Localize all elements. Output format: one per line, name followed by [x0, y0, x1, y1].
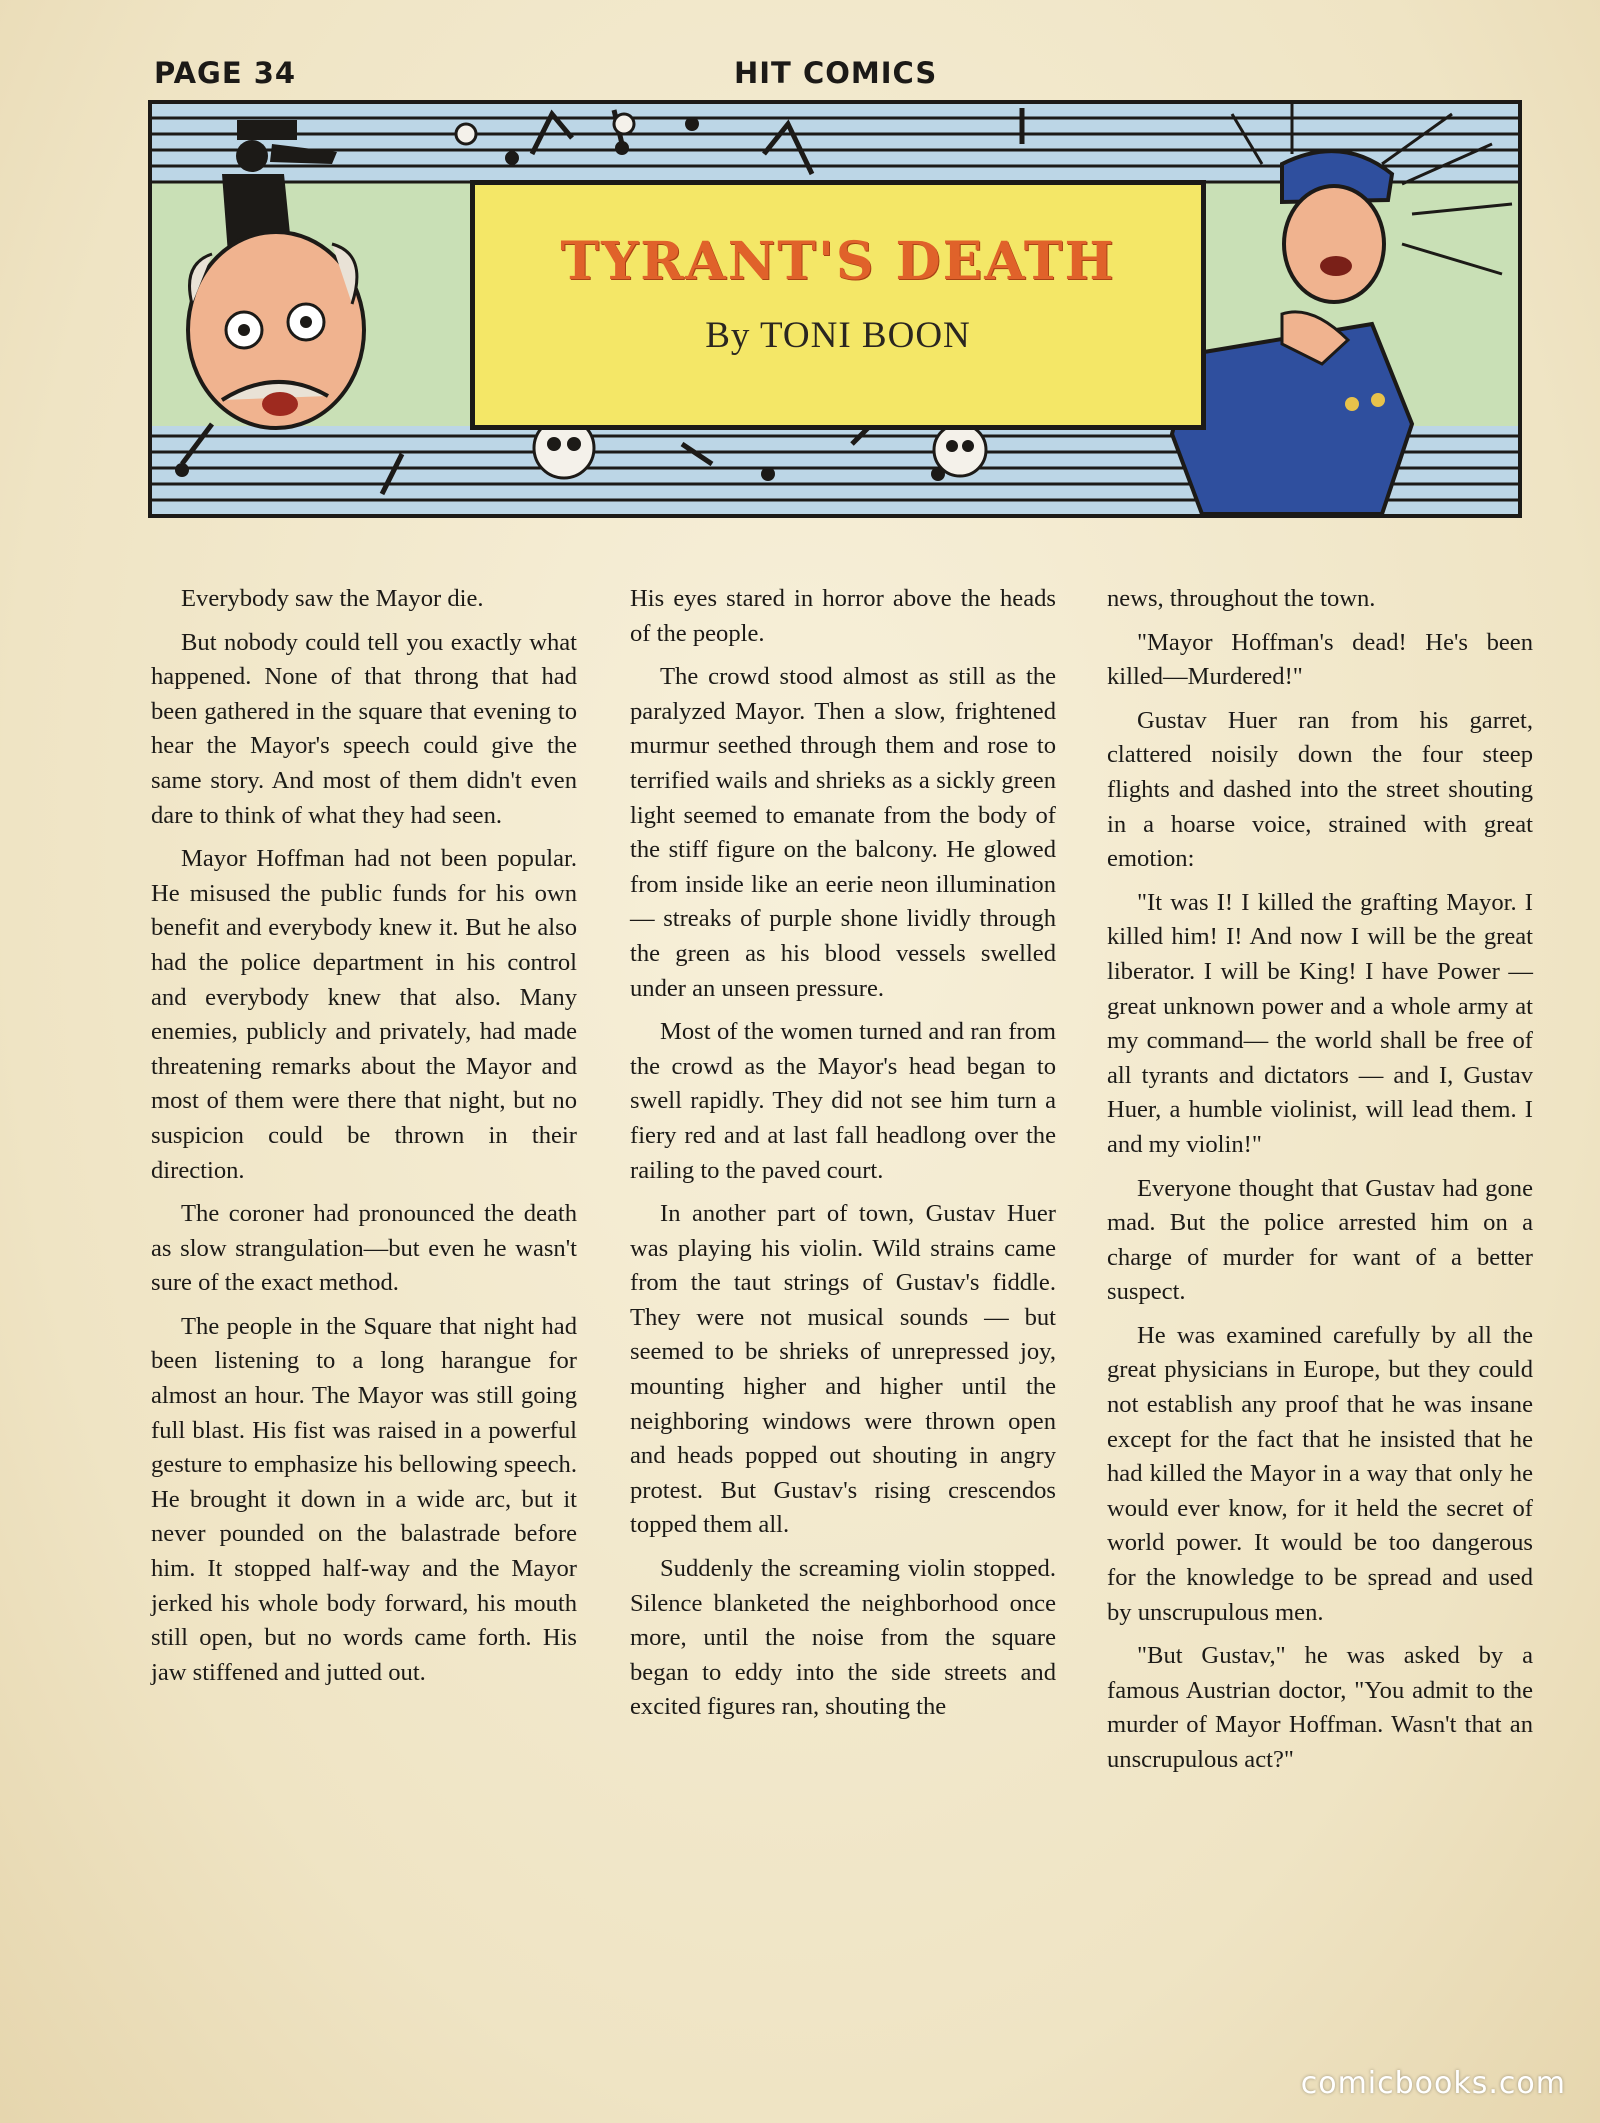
- mayor-head-drawing: [188, 232, 364, 428]
- page-number: PAGE 34: [154, 56, 297, 90]
- text-column-1: [151, 582, 577, 1699]
- paragraph: Everyone thought that Gustav had gone mad. But the police arrested him on a charge of murder for want of a better suspect.: [1107, 1174, 1533, 1306]
- paragraph: Most of the women turned and ran from the crowd as the Mayor's head began to swell rapidly. They did not see him turn a fiery red and at last fall headlong over the railing to the paved court.: [630, 1018, 1056, 1184]
- paragraph: The coroner had pronounced the death as slow strangulation—but even he wasn't sure of the exact method.: [151, 1200, 577, 1297]
- paragraph: But nobody could tell you exactly what happened. None of that throng that had been gathered in the square that evening to hear the Mayor's speech could give the same story. And most of them didn't even dare to think of what they had seen.: [151, 628, 577, 829]
- paragraph: "It was I! I killed the grafting Mayor. I killed him! I! And now I will be the great liberator. I will be King! I have Power — great unknown power and a whole army at my command— the world shall be free of all tyrants and dictators — and I, Gustav Huer, a humble violinist, will lead them. I and my violin!": [1107, 888, 1533, 1158]
- paragraph: Gustav Huer ran from his garret, clattered noisily down the four steep flights and dashed into the street shouting in a hoarse voice, strained with great emotion:: [1107, 706, 1533, 873]
- paragraph: He was examined carefully by all the great physicians in Europe, but they could not establish any proof that he was insane except for the fact that he insisted that he had killed the Mayor in a way that only he would ever know, for it held the secret of world power. It would be too dangerous for the knowledge to be spread and used by unscrupulous men.: [1107, 1321, 1533, 1626]
- paragraph: news, throughout the town.: [1107, 585, 1376, 612]
- running-header: [154, 56, 1480, 96]
- paragraph: The people in the Square that night had been listening to a long harangue for almost an hour. The Mayor was still going full blast. His fist was raised in a powerful gesture to emphasize his bellowing speech. He brought it down in a wide arc, but it never pounded on the balastrade before him. It stopped half-way and the Mayor jerked his whole body forward, his mouth still open, but no words came forth. His jaw stiffened and jutted out.: [151, 1312, 577, 1686]
- paragraph: Mayor Hoffman had not been popular. He misused the public funds for his own benefit and everybody knew it. But he also had the police department in his control and everybody knew that also. Many enemies, publicly and privately, had made threatening remarks about the Mayor and most of them were there that night, but no suspicion could be thrown in their direction.: [151, 845, 577, 1184]
- tyrant-figure-drawing: [1172, 151, 1412, 514]
- magazine-title: HIT COMICS: [734, 56, 938, 90]
- paragraph: In another part of town, Gustav Huer was playing his violin. Wild strains came from the taut strings of Gustav's fiddle. They were not musical sounds — but seemed to be shrieks of unrepressed joy, mounting higher and higher until the neighboring windows were thrown open and heads popped out shouting in angry protest. But Gustav's rising crescendos topped them all.: [630, 1200, 1056, 1539]
- paragraph: "Mayor Hoffman's dead! He's been killed—Murdered!": [1107, 628, 1533, 691]
- text-column-3: [1107, 582, 1533, 1787]
- text-column-2: [630, 582, 1056, 1734]
- paragraph: Suddenly the screaming violin stopped. Silence blanketed the neighborhood once more, until the noise from the square began to eddy into the side streets and excited figures ran, shouting the: [630, 1555, 1056, 1721]
- paragraph: His eyes stared in horror above the heads of the people.: [630, 585, 1056, 647]
- title-panel: [470, 180, 1206, 430]
- story-banner: [148, 100, 1522, 518]
- story-byline: By TONI BOON: [705, 315, 971, 356]
- paragraph: Everybody saw the Mayor die.: [181, 585, 484, 612]
- site-watermark: comicbooks.com: [1300, 2066, 1566, 2101]
- story-title: TYRANT'S DEATH: [560, 231, 1116, 292]
- paragraph: The crowd stood almost as still as the paralyzed Mayor. Then a slow, frightened murmur seethed through them and rose to terrified wails and shrieks as a sickly green light seemed to emanate from the body of the stiff figure on the balcony. He glowed from inside like an eerie neon illumination — streaks of purple shone lividly through the green as his blood vessels swelled under an unseen pressure.: [630, 663, 1056, 1002]
- paragraph: "But Gustav," he was asked by a famous Austrian doctor, "You admit to the murder of Mayor Hoffman. Wasn't that an unscrupulous act?": [1107, 1642, 1533, 1773]
